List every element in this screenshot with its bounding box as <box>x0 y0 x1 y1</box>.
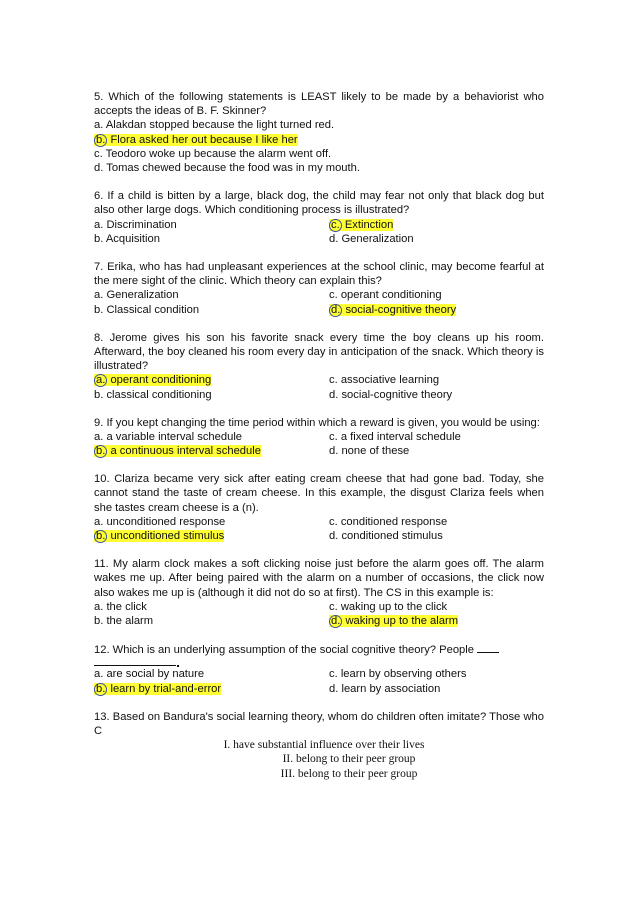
circled-answer-letter: d. <box>331 615 341 628</box>
option-a[interactable] <box>94 218 329 232</box>
option-letter: c. <box>329 515 338 528</box>
circled-answer-letter: b. <box>96 682 106 695</box>
option-text: operant conditioning <box>110 374 212 387</box>
option-a[interactable] <box>94 515 329 529</box>
question-10 <box>94 472 544 543</box>
option-text: conditioned stimulus <box>341 530 443 543</box>
roman-item-3: III. belong to their peer group <box>280 767 418 780</box>
option-letter: c. <box>329 600 338 613</box>
option-text: the click <box>106 600 147 613</box>
option-b[interactable] <box>94 232 329 246</box>
option-letter: b. <box>94 388 104 401</box>
option-letter: c. <box>94 147 103 160</box>
option-c[interactable] <box>329 667 466 681</box>
option-a-selected[interactable] <box>94 373 329 387</box>
option-c[interactable] <box>329 600 447 614</box>
option-letter: d. <box>329 530 339 543</box>
option-text: Tomas chewed because the food was in my mouth. <box>106 161 360 174</box>
option-letter: d. <box>329 445 339 458</box>
exam-page <box>94 90 544 795</box>
roman-item-1: I. have substantial influence over their lives <box>223 739 425 752</box>
circled-answer-letter: d. <box>331 303 341 316</box>
option-letter: c. <box>329 430 338 443</box>
question-13 <box>94 710 544 781</box>
question-stem: 11. My alarm clock makes a soft clicking noise just before the alarm goes off. The alarm wakes me up. After being paired with the alarm on a number of occasions, the click now also wakes me up is (although it did not do so at first). The CS in this example is: <box>94 558 544 599</box>
option-letter: b. <box>94 303 104 316</box>
option-letter: b. <box>94 615 104 628</box>
option-c[interactable] <box>329 430 461 444</box>
roman-item-2: II. belong to their peer group <box>282 753 416 766</box>
option-text: a variable interval schedule <box>106 430 243 443</box>
option-a[interactable] <box>94 118 544 132</box>
option-letter: a. <box>94 600 104 613</box>
option-text: Flora asked her out because I like her <box>110 133 298 146</box>
option-b[interactable] <box>94 388 329 402</box>
option-letter: d. <box>329 232 339 245</box>
option-d[interactable] <box>94 161 544 175</box>
option-d-selected[interactable] <box>329 303 456 317</box>
circled-answer-letter: c. <box>331 218 340 231</box>
option-text: learn by trial-and-error <box>110 682 222 695</box>
circled-answer-letter: b. <box>96 445 106 458</box>
option-a[interactable] <box>94 430 329 444</box>
option-text: a continuous interval schedule <box>110 445 261 458</box>
option-letter: c. <box>329 289 338 302</box>
option-letter: a. <box>94 119 104 132</box>
option-d[interactable] <box>329 388 452 402</box>
question-stem: 7. Erika, who has had unpleasant experiences at the school clinic, may become fearful at the mere sight of the clinic. Which theory can explain this? <box>94 260 544 288</box>
option-text: conditioned response <box>340 515 448 528</box>
option-b[interactable] <box>94 614 329 628</box>
question-6 <box>94 189 544 246</box>
option-d[interactable] <box>329 529 443 543</box>
option-text: Generalization <box>341 232 414 245</box>
question-stem: 9. If you kept changing the time period within which a reward is given, you would be using: <box>94 416 540 429</box>
option-text: classical conditioning <box>106 388 212 401</box>
question-stem-text: 12. Which is an underlying assumption of the social cognitive theory? People <box>94 644 474 657</box>
question-stem: 8. Jerome gives his son his favorite snack every time the boy cleans up his room. Afterward, the boy cleaned his room every day in anticipation of the snack. Which theory is illustrated? <box>94 331 544 373</box>
option-d[interactable] <box>329 232 414 246</box>
option-letter: a. <box>94 218 104 231</box>
option-letter: a. <box>94 430 104 443</box>
option-letter: d. <box>329 682 339 695</box>
option-a[interactable] <box>94 667 329 681</box>
option-letter: a. <box>94 668 104 681</box>
option-text: are social by nature <box>106 668 205 681</box>
option-text: learn by association <box>341 682 441 695</box>
question-8 <box>94 331 544 402</box>
question-stem: 13. Based on Bandura's social learning theory, whom do children often imitate? Those who C <box>94 710 544 738</box>
option-letter: a. <box>94 515 104 528</box>
circled-answer-letter: a. <box>96 374 106 387</box>
option-b-selected[interactable] <box>94 529 329 543</box>
question-9 <box>94 416 544 459</box>
circled-answer-letter: b. <box>96 133 106 146</box>
option-b-selected[interactable] <box>94 133 544 147</box>
option-d[interactable] <box>329 682 440 696</box>
option-text: the alarm <box>106 615 154 628</box>
option-text: Teodoro woke up because the alarm went off. <box>105 147 332 160</box>
option-b-selected[interactable] <box>94 444 329 458</box>
option-c[interactable] <box>329 373 439 387</box>
option-b-selected[interactable] <box>94 682 329 696</box>
option-text: Alakdan stopped because the light turned red. <box>105 119 335 132</box>
option-text: social-cognitive theory <box>345 303 457 316</box>
option-letter: d. <box>94 161 104 174</box>
option-c[interactable] <box>329 515 447 529</box>
question-7 <box>94 260 544 317</box>
option-a[interactable] <box>94 288 329 302</box>
option-text: a fixed interval schedule <box>340 430 461 443</box>
option-text: unconditioned stimulus <box>110 530 225 543</box>
option-text: Classical condition <box>106 303 200 316</box>
option-letter: c. <box>329 668 338 681</box>
option-letter: b. <box>94 232 104 245</box>
option-a[interactable] <box>94 600 329 614</box>
question-12 <box>94 642 544 696</box>
option-text: Acquisition <box>105 232 160 245</box>
option-text: learn by observing others <box>340 668 467 681</box>
option-text: operant conditioning <box>340 289 442 302</box>
option-text: associative learning <box>340 374 440 387</box>
question-stem <box>94 642 544 657</box>
question-stem: 10. Clariza became very sick after eating cream cheese that had gone bad. Today, she cannot stand the taste of cream cheese. In this example, the disgust Clariza feels when she tastes cream cheese is a (n). <box>94 473 544 514</box>
option-c-selected[interactable] <box>329 218 393 232</box>
answer-blank-continuation <box>94 657 176 666</box>
question-5 <box>94 90 544 175</box>
answer-blank <box>477 642 499 653</box>
circled-answer-letter: b. <box>96 530 106 543</box>
question-stem: 6. If a child is bitten by a large, black dog, the child may fear not only that black dog but also other large dogs. Which conditioning process is illustrated? <box>94 190 544 217</box>
option-text: waking up to the alarm <box>345 615 459 628</box>
option-b[interactable] <box>94 303 329 317</box>
option-text: unconditioned response <box>106 515 226 528</box>
option-d-selected[interactable] <box>329 614 458 628</box>
question-11 <box>94 557 544 628</box>
option-text: none of these <box>341 445 410 458</box>
option-text: Extinction <box>344 218 394 231</box>
question-stem: 5. Which of the following statements is LEAST likely to be made by a behaviorist who accepts the ideas of B. F. Skinner? <box>94 91 544 118</box>
option-text: social-cognitive theory <box>341 388 453 401</box>
option-text: waking up to the click <box>340 600 448 613</box>
option-d[interactable] <box>329 444 409 458</box>
option-text: Discrimination <box>106 218 177 231</box>
option-c[interactable] <box>94 147 544 161</box>
option-letter: d. <box>329 388 339 401</box>
option-text: Generalization <box>106 289 179 302</box>
option-letter: a. <box>94 289 104 302</box>
option-c[interactable] <box>329 288 442 302</box>
option-letter: c. <box>329 374 338 387</box>
